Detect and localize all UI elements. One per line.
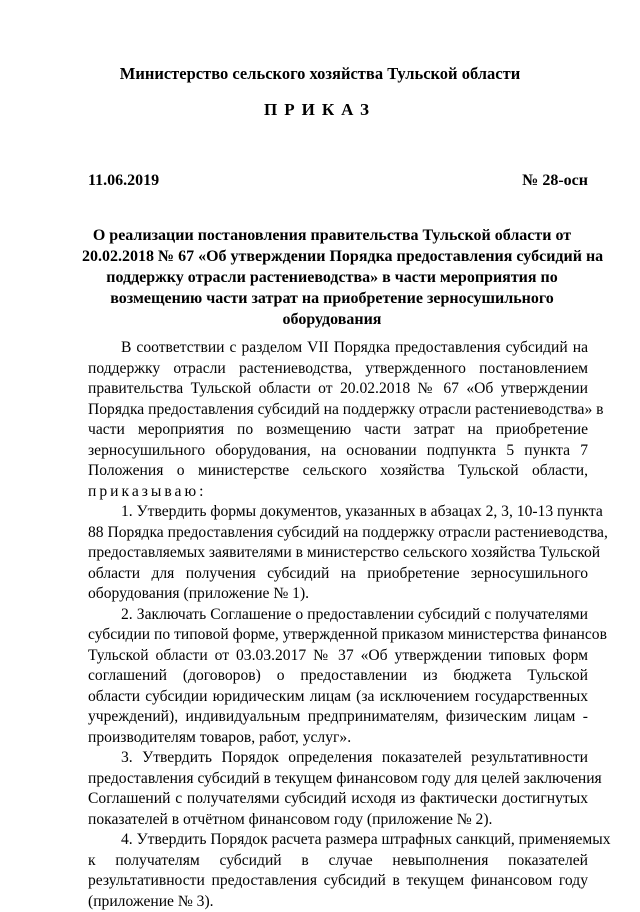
text-line: зерносушильного оборудования, на основании подпункта 5 пункта 7: [88, 441, 588, 462]
heading-line: О реализации постановления правительства Тульской области от: [82, 225, 582, 246]
heading-line: 20.02.2018 № 67 «Об утверждении Порядка предоставления субсидий на: [82, 246, 582, 267]
order-item-2: [88, 605, 588, 749]
text-line: (приложение № 3).: [88, 892, 588, 912]
orders-word: приказываю:: [88, 482, 588, 503]
text-line: 1. Утвердить формы документов, указанных в абзацах 2, 3, 10-13 пункта: [88, 502, 588, 523]
text-line: предоставляемых заявителями в министерство сельского хозяйства Тульской: [88, 543, 588, 564]
text-line: субсидии по типовой форме, утвержденной приказом министерства финансов: [88, 625, 588, 646]
text-line: правительства Тульской области от 20.02.2018 № 67 «Об утверждении: [88, 379, 588, 400]
text-line: Порядка предоставления субсидий на поддержку отрасли растениеводства» в: [88, 400, 588, 421]
order-body: [88, 338, 588, 912]
text-line: 4. Утвердить Порядок расчета размера штрафных санкций, применяемых: [88, 830, 588, 851]
text-line: производителям товаров, работ, услуг».: [88, 728, 588, 749]
text-line: 3. Утвердить Порядок определения показателей результативности: [88, 748, 588, 769]
text-line: учреждений), индивидуальным предпринимателям, физическим лицам -: [88, 707, 588, 728]
heading-line: возмещению части затрат на приобретение зерносушильного: [82, 288, 582, 309]
heading-line: поддержку отрасли растениеводства» в части мероприятия по: [82, 267, 582, 288]
order-item-4: [88, 830, 588, 912]
order-number: № 28-осн: [522, 172, 588, 190]
order-item-3: [88, 748, 588, 830]
text-line: результативности предоставления субсидий в текущем финансовом году: [88, 871, 588, 892]
heading-line: оборудования: [82, 309, 582, 330]
text-line: В соответствии с разделом VII Порядка предоставления субсидий на: [88, 338, 588, 359]
text-line: показателей в отчётном финансовом году (приложение № 2).: [88, 810, 588, 831]
text-line: Соглашений с получателями субсидий исходя из фактически достигнутых: [88, 789, 588, 810]
text-line: области субсидии юридическим лицам (за исключением государственных: [88, 687, 588, 708]
text-line: к получателям субсидий в случае невыполнения показателей: [88, 851, 588, 872]
text-line: области для получения субсидий на приобретение зерносушильного: [88, 564, 588, 585]
order-item-1: [88, 502, 588, 605]
text-line: Тульской области от 03.03.2017 № 37 «Об утверждении типовых форм: [88, 646, 588, 667]
text-line: соглашений (договоров) о предоставлении из бюджета Тульской: [88, 666, 588, 687]
text-line: части мероприятия по возмещению части затрат на приобретение: [88, 420, 588, 441]
order-date: 11.06.2019: [88, 172, 159, 190]
order-title: ПРИКАЗ: [0, 100, 640, 120]
text-line: Положения о министерстве сельского хозяйства Тульской области,: [88, 461, 588, 482]
ministry-name: Министерство сельского хозяйства Тульской области: [0, 64, 640, 84]
text-line: 2. Заключать Соглашение о предоставлении субсидий с получателями: [88, 605, 588, 626]
text-line: поддержку отрасли растениеводства, утвержденного постановлением: [88, 359, 588, 380]
preamble-paragraph: [88, 338, 588, 502]
text-line: предоставления субсидий в текущем финансовом году для целей заключения: [88, 769, 588, 790]
order-heading: [82, 225, 582, 330]
text-line: 88 Порядка предоставления субсидий на поддержку отрасли растениеводства,: [88, 523, 588, 544]
text-line: оборудования (приложение № 1).: [88, 584, 588, 605]
